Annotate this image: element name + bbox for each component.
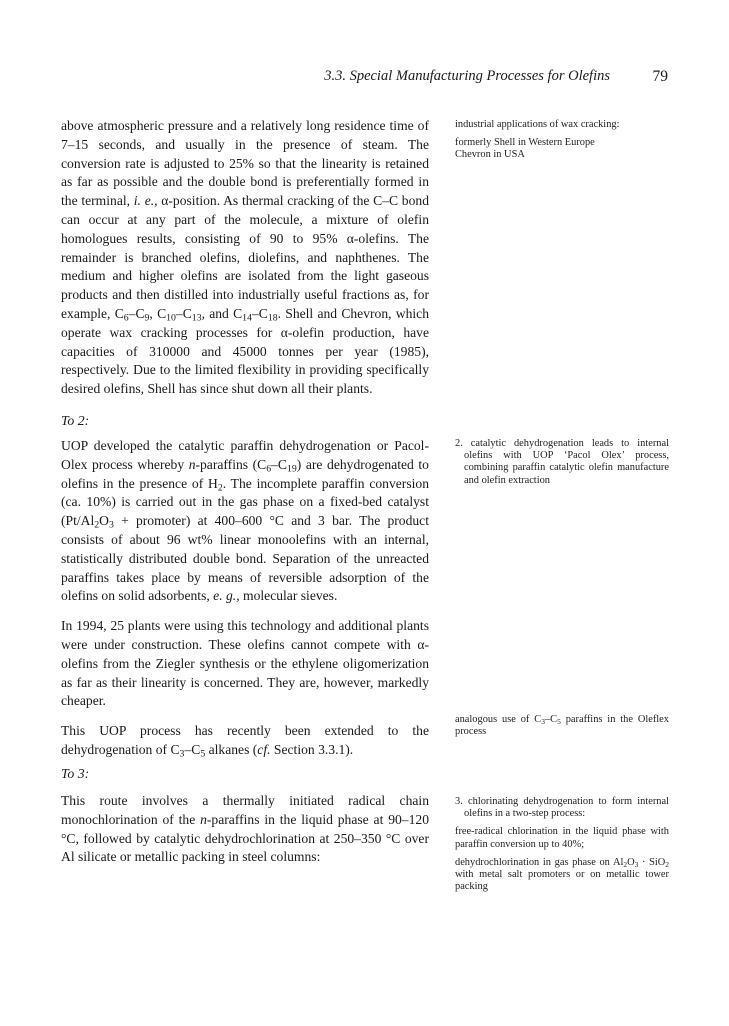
- paragraph-pacol-olex: UOP developed the catalytic paraffin dehydrogenation or Pacol-Olex process whereby n-paraffins $(C_6-C_{19})$ are dehydrogenated to olefins in the presence of $H_2$. The incomplete paraffin conversion (ca. 10%) is carried out in the gas phase on a fixed-bed catalyst ($Pt/Al_2O_3$ + promoter) at 400–600 °C and 3 bar. The product consists of about 96 wt% linear monoolefins with an internal, statistically distributed double bond. Separation of the unreacted paraffins takes place by means of reversible adsorption of the olefins on solid adsorbents, e. g., molecular sieves.: [61, 438, 429, 604]
- margin-note-chlorination: 3. chlorinating dehydrogenation to form internal olefins in a two-step process: free-radical chlorination in the liquid phase with paraffin conversion up to 40%; dehydrochlorination in gas phase on $Al_2O_3 \cdot SiO_2$ with metal salt promoters or on metallic tower packing: [455, 796, 670, 893]
- main-column-block-5: [61, 792, 429, 878]
- main-column-block-2: [61, 412, 429, 431]
- main-column-block-1: [61, 117, 429, 410]
- margin-note-dehydrogenation: 2. catalytic dehydrogenation leads to internal olefins with UOP ‘Pacol Olex’ process, combining paraffin catalytic olefin manufacture and olefin extraction: [455, 438, 669, 486]
- section-heading-to-2: To 2:: [61, 413, 90, 428]
- margin-note-oleflex: analogous use of $C_3-C_5$ paraffins in the Oleflex process: [455, 714, 669, 738]
- running-header-title: 3.3. Special Manufacturing Processes for Olefins: [324, 68, 610, 84]
- main-column-block-3: [61, 437, 429, 771]
- section-heading-to-3: To 3:: [61, 766, 90, 781]
- paragraph-wax-cracking: above atmospheric pressure and a relatively long residence time of 7–15 seconds, and usually in the presence of steam. The conversion rate is adjusted to 25% so that the linearity is retained as far as possible and the double bond is preferentially formed in the terminal, i. e., α-position. As thermal cracking of the C–C bond can occur at any part of the molecule, a mixture of olefin homologues results, consisting of 90 to 95% α-olefins. The remainder is branched olefins, diolefins, and naphthenes. The medium and higher olefins are isolated from the light gaseous products and then distilled into industrially useful fractions as, for example, $C_6-C_9$, $C_{10}-C_{13}$, and $C_{14}-C_{18}$. Shell and Chevron, which operate wax cracking processes for α-olefin production, have capacities of 310000 and 45000 tonnes per year (1985), respectively. Due to the limited flexibility in providing specifically desired olefins, Shell has since shut down all their plants.: [61, 118, 429, 397]
- margin-note-title: industrial applications of wax cracking:: [455, 119, 620, 130]
- page-number: 79: [652, 68, 668, 85]
- margin-note-shell: formerly Shell in Western Europe: [455, 137, 595, 149]
- main-column-block-4: [61, 765, 429, 784]
- margin-note-chevron: Chevron in USA: [455, 149, 525, 161]
- paragraph-1994-plants: In 1994, 25 plants were using this technology and additional plants were under construction. These olefins cannot compete with α-olefins from the Ziegler synthesis or the ethylene oligomerization as far as their linearity is concerned. They are, however, markedly cheaper.: [61, 618, 429, 709]
- paragraph-chlorination: This route involves a thermally initiated radical chain monochlorination of the n-paraffins in the liquid phase at 90–120 °C, followed by catalytic dehydrochlorination at 250–350 °C over Al silicate or metallic packing in steel columns:: [61, 793, 429, 865]
- paragraph-oleflex: This UOP process has recently been extended to the dehydrogenation of $C_3-C_5$ alkanes (cf. Section 3.3.1).: [61, 723, 429, 760]
- margin-note-wax-cracking: [455, 119, 669, 168]
- running-header: [60, 68, 668, 88]
